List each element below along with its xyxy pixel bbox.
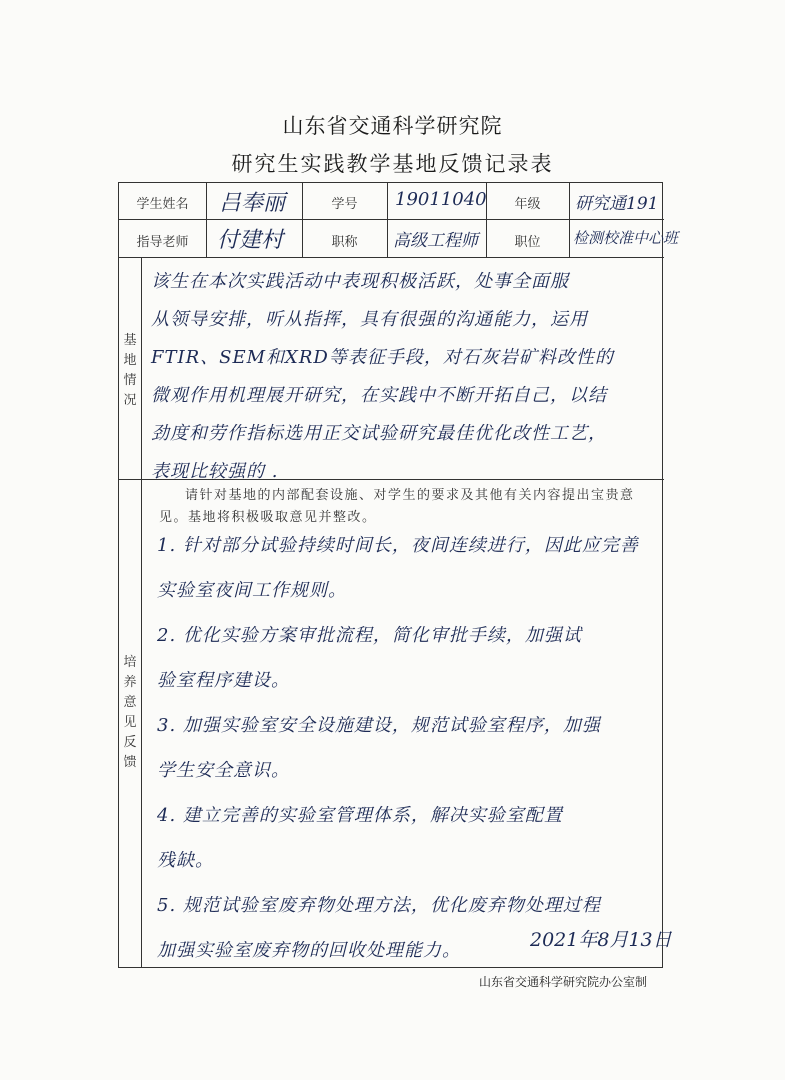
feedback-label: 培养意见反馈 (123, 655, 137, 770)
col-divider (206, 183, 207, 257)
professional-title-value: 高级工程师 (393, 231, 478, 251)
feedback-line: 1. 针对部分试验持续时间长，夜间连续进行，因此应完善 (157, 535, 639, 556)
student-id-label: 学号 (331, 197, 358, 212)
position-label: 职位 (514, 235, 541, 250)
grade-label: 年级 (514, 197, 541, 212)
institute-title: 山东省交通科学研究院 (282, 114, 503, 138)
feedback-line: 实验室夜间工作规则。 (157, 580, 347, 601)
feedback-line: 5. 规范试验室废弃物处理方法，优化废弃物处理过程 (157, 895, 601, 916)
situation-line: 表现比较强的 . (151, 461, 279, 482)
feedback-date: 2021年8月13日 (530, 929, 672, 951)
student-name-value: 吕奉丽 (219, 191, 286, 216)
advisor-value: 付建村 (217, 228, 284, 253)
feedback-form-table (118, 182, 679, 968)
row-divider (119, 219, 664, 220)
col-divider (387, 183, 388, 257)
footer-issuer: 山东省交通科学研究院办公室制 (478, 975, 647, 989)
situation-line: 该生在本次实践活动中表现积极活跃，处事全面服 (151, 271, 569, 292)
feedback-line: 4. 建立完善的实验室管理体系，解决实验室配置 (157, 805, 563, 826)
grade-value: 研究通191 (575, 194, 659, 214)
col-divider (569, 183, 570, 257)
feedback-line: 学生安全意识。 (157, 760, 290, 781)
feedback-line: 加强实验室废弃物的回收处理能力。 (157, 940, 461, 961)
feedback-prompt: 请针对基地的内部配套设施、对学生的要求及其他有关内容提出宝贵意见。基地将积极吸取意见并整改。 (159, 488, 635, 525)
feedback-text (157, 523, 662, 973)
student-name-label: 学生姓名 (136, 197, 189, 212)
feedback-line: 验室程序建设。 (157, 670, 290, 691)
feedback-line: 残缺。 (157, 850, 214, 871)
side-column-divider (141, 257, 142, 967)
row-divider (119, 257, 664, 258)
advisor-label: 指导老师 (136, 235, 189, 250)
base-situation-text (151, 263, 661, 491)
professional-title-label: 职称 (331, 235, 358, 250)
situation-line: FTIR、SEM和XRD等表征手段，对石灰岩矿料改性的 (151, 347, 614, 368)
feedback-line: 3. 加强实验室安全设施建设，规范试验室程序，加强 (157, 715, 601, 736)
situation-line: 劲度和劳作指标选用正交试验研究最佳优化改性工艺， (151, 423, 607, 444)
situation-line: 微观作用机理展开研究，在实践中不断开拓自己，以结 (151, 385, 607, 406)
student-id-value: 19011040 (395, 189, 487, 210)
situation-line: 从领导安排，听从指挥，具有很强的沟通能力，运用 (151, 309, 588, 330)
position-value: 检测校准中心班 (573, 229, 679, 247)
base-situation-label: 基地情况 (123, 333, 137, 408)
feedback-line: 2. 优化实验方案审批流程，简化审批手续，加强试 (157, 625, 582, 646)
form-title: 研究生实践教学基地反馈记录表 (231, 152, 554, 176)
